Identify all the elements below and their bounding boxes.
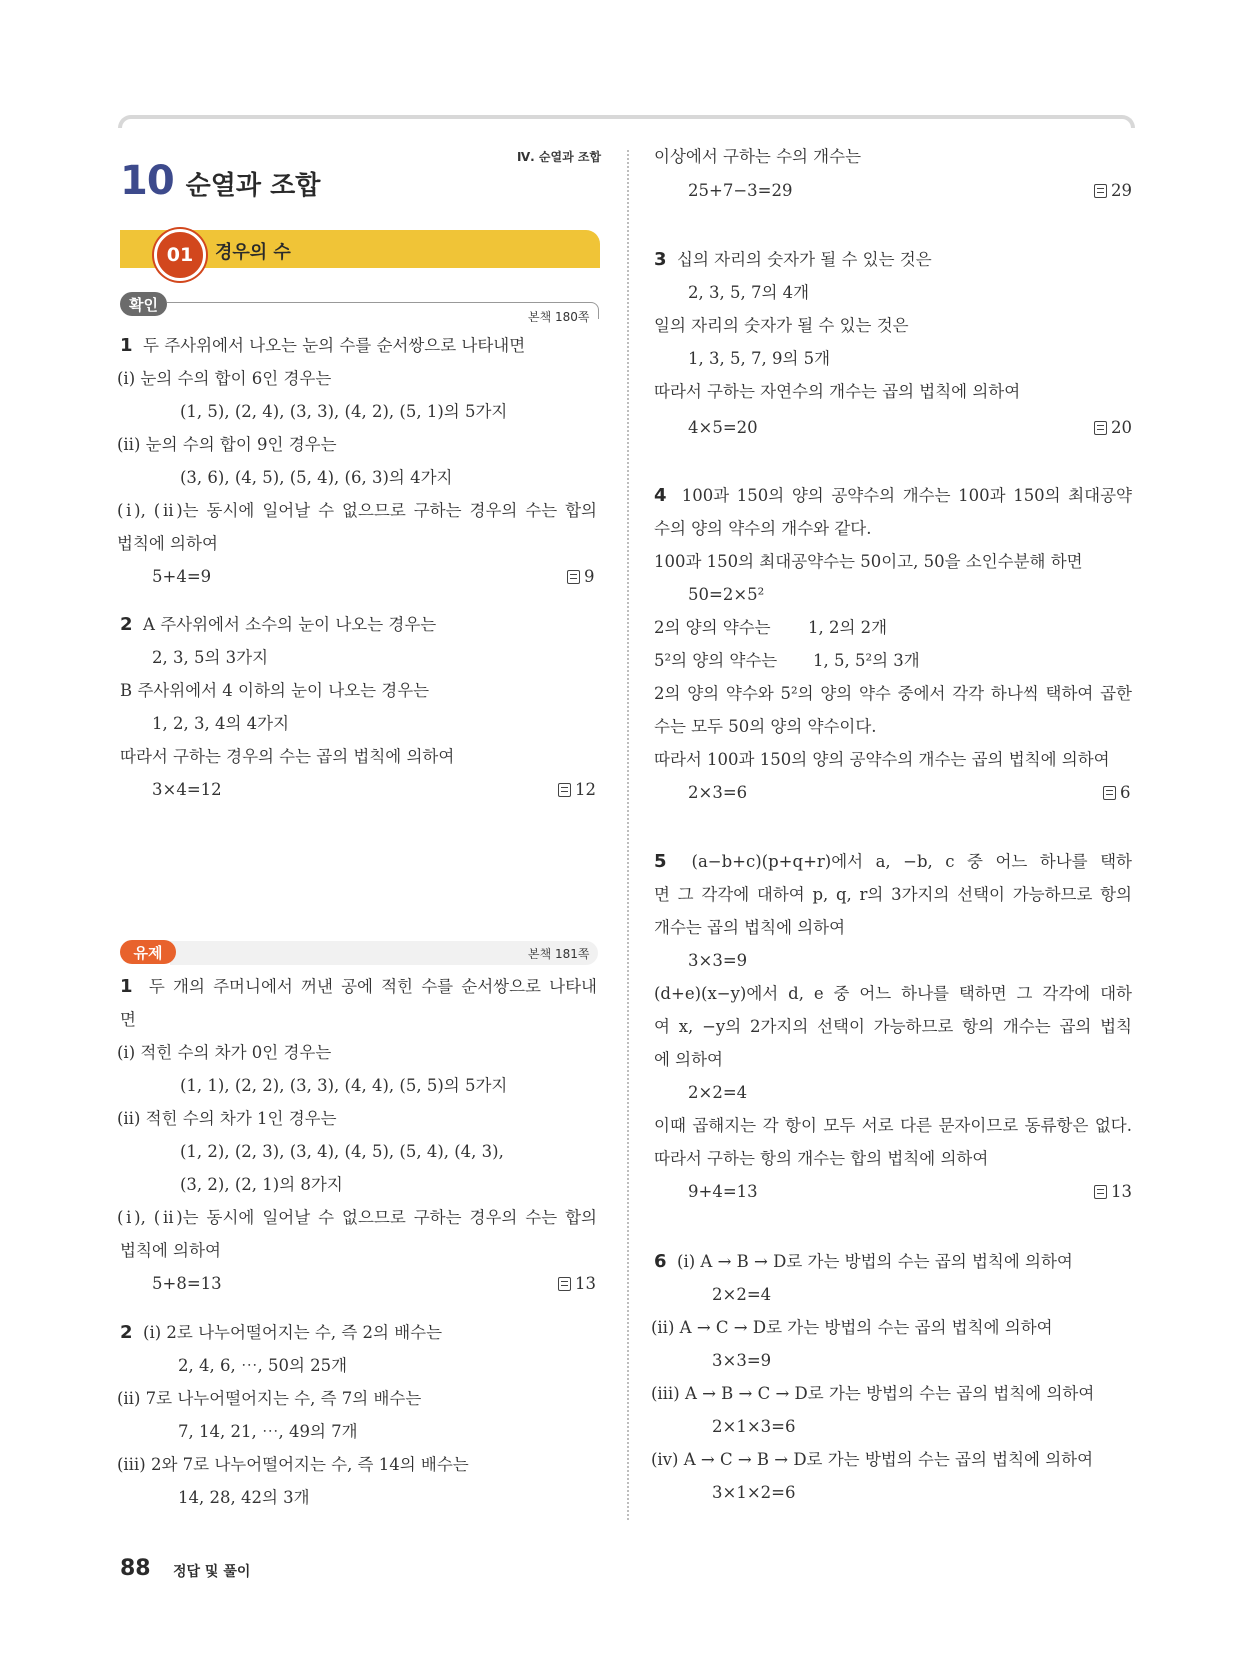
text-line: 2, 3, 5의 3가지 — [152, 648, 269, 667]
yuje-page-ref: 본책 181쪽 — [528, 947, 590, 961]
answer-value: 6 — [1120, 783, 1131, 802]
equation: 9+4=13 — [688, 1182, 758, 1201]
answer-marker — [1094, 180, 1132, 202]
answer-marker — [1103, 782, 1131, 804]
text-line: 14, 28, 42의 3개 — [178, 1488, 310, 1507]
answer-marker — [1094, 417, 1132, 439]
page-number: 88 — [120, 1556, 151, 1581]
text-line: (3, 6), (4, 5), (5, 4), (6, 3)의 4가지 — [180, 468, 453, 487]
text-line: 따라서 구하는 경우의 수는 곱의 법칙에 의하여 — [120, 747, 455, 766]
text-line: 에 의하여 — [654, 1050, 724, 1069]
chapter-heading — [120, 158, 320, 206]
section-title: 경우의 수 — [215, 242, 291, 263]
footer-label: 정답 및 풀이 — [173, 1564, 251, 1580]
text-line: (ⅱ) 적힌 수의 차가 1인 경우는 — [117, 1109, 337, 1128]
equation: 50=2×5² — [688, 585, 765, 604]
problem-line: 1 두 개의 주머니에서 꺼낸 공에 적힌 수를 순서쌍으로 나타내 — [120, 976, 597, 997]
text-line: 면 그 각각에 대하여 p, q, r의 3가지의 선택이 가능하므로 항의 — [654, 885, 1132, 904]
text-line: 1, 5, 5²의 3개 — [813, 651, 920, 670]
problem-number: 2 — [120, 1322, 133, 1343]
answer-icon — [1103, 786, 1116, 800]
text-line: 법칙에 의하여 — [117, 534, 218, 553]
answer-icon — [1094, 1185, 1107, 1199]
equation: 2×2=4 — [688, 1083, 748, 1102]
problem-line: 4 100과 150의 양의 공약수의 개수는 100과 150의 최대공약 — [654, 485, 1132, 506]
answer-marker — [567, 566, 595, 588]
text-line: (ⅰ), (ⅱ)는 동시에 일어날 수 없으므로 구하는 경우의 수는 합의 — [117, 501, 597, 520]
text-line: 1, 2, 3, 4의 4가지 — [152, 714, 290, 733]
problem-line: 3 십의 자리의 숫자가 될 수 있는 것은 — [654, 249, 932, 270]
text-line: B 주사위에서 4 이하의 눈이 나오는 경우는 — [120, 681, 430, 700]
text-line: 법칙에 의하여 — [120, 1241, 221, 1260]
problem-number: 1 — [120, 335, 133, 356]
answer-icon — [1094, 421, 1107, 435]
text-line: 2, 4, 6, ⋯, 50의 25개 — [178, 1356, 348, 1375]
equation: 2×2=4 — [712, 1285, 772, 1304]
check-page-ref: 본책 180쪽 — [528, 310, 590, 324]
equation: 3×1×2=6 — [712, 1483, 796, 1502]
equation: 3×3=9 — [712, 1351, 772, 1370]
equation: 4×5=20 — [688, 418, 758, 437]
text-line: (ⅰ) 눈의 수의 합이 6인 경우는 — [117, 369, 332, 388]
text-line: 개수는 곱의 법칙에 의하여 — [654, 918, 846, 937]
problem-line: 1 두 주사위에서 나오는 눈의 수를 순서쌍으로 나타내면 — [120, 335, 526, 356]
problem-number: 4 — [654, 485, 667, 506]
text-line: (ⅱ) A → C → D로 가는 방법의 수는 곱의 법칙에 의하여 — [651, 1318, 1053, 1337]
equation: 25+7−3=29 — [688, 181, 793, 200]
text-line: 따라서 100과 150의 양의 공약수의 개수는 곱의 법칙에 의하여 — [654, 750, 1110, 769]
text-line: 1, 2의 2개 — [808, 618, 888, 637]
equation: 2×3=6 — [688, 783, 748, 802]
text-line: 수의 양의 약수의 개수와 같다. — [654, 519, 872, 538]
problem-number: 1 — [120, 976, 133, 997]
section-number-badge: 01 — [154, 229, 206, 281]
answer-value: 29 — [1111, 181, 1132, 200]
text-line: (1, 2), (2, 3), (3, 4), (4, 5), (5, 4), (4, 3), — [180, 1142, 504, 1161]
text-line: (d+e)(x−y)에서 d, e 중 어느 하나를 택하면 그 각각에 대하 — [654, 984, 1132, 1003]
text-line: 수는 모두 50의 양의 약수이다. — [654, 717, 877, 736]
text-line: 면 — [120, 1010, 136, 1029]
text-line: 일의 자리의 숫자가 될 수 있는 것은 — [654, 316, 909, 335]
text-line: 2의 양의 약수는 — [654, 618, 771, 637]
column-divider — [627, 150, 629, 1520]
problem-line: 5 (a−b+c)(p+q+r)에서 a, −b, c 중 어느 하나를 택하 — [654, 851, 1132, 872]
problem-number: 3 — [654, 249, 667, 270]
answer-marker — [558, 1273, 596, 1295]
text-line: 이상에서 구하는 수의 개수는 — [654, 147, 862, 166]
chapter-number: 10 — [120, 158, 174, 204]
text-line: 이때 곱해지는 각 항이 모두 서로 다른 문자이므로 동류항은 없다. — [654, 1116, 1132, 1135]
text-line: (3, 2), (2, 1)의 8가지 — [180, 1175, 343, 1194]
text-line: (ⅱ) 눈의 수의 합이 9인 경우는 — [117, 435, 337, 454]
text-line: (1, 1), (2, 2), (3, 3), (4, 4), (5, 5)의 5가지 — [180, 1076, 508, 1095]
text-line: 2의 양의 약수와 5²의 양의 약수 중에서 각각 하나씩 택하여 곱한 — [654, 684, 1132, 703]
answer-value: 20 — [1111, 418, 1132, 437]
answer-value: 13 — [1111, 1182, 1132, 1201]
text-line: 여 x, −y의 2가지의 선택이 가능하므로 항의 개수는 곱의 법칙 — [654, 1017, 1132, 1036]
yuje-label: 유제 — [120, 940, 176, 964]
answer-marker — [558, 779, 596, 801]
problem-line: 6 (ⅰ) A → B → D로 가는 방법의 수는 곱의 법칙에 의하여 — [654, 1251, 1073, 1272]
answer-value: 9 — [584, 567, 595, 586]
answer-value: 13 — [575, 1274, 596, 1293]
text-line: 100과 150의 최대공약수는 50이고, 50을 소인수분해 하면 — [654, 552, 1083, 571]
text-line: 2, 3, 5, 7의 4개 — [688, 283, 810, 302]
problem-number: 2 — [120, 614, 133, 635]
answer-icon — [567, 570, 580, 584]
text-line: (ⅰ) 적힌 수의 차가 0인 경우는 — [117, 1043, 332, 1062]
text-line: 따라서 구하는 자연수의 개수는 곱의 법칙에 의하여 — [654, 382, 1021, 401]
text-line: 1, 3, 5, 7, 9의 5개 — [688, 349, 831, 368]
equation: 2×1×3=6 — [712, 1417, 796, 1436]
unit-tag: Ⅳ. 순열과 조합 — [517, 150, 602, 164]
text-line: 5²의 양의 약수는 — [654, 651, 778, 670]
problem-line: 2 A 주사위에서 소수의 눈이 나오는 경우는 — [120, 614, 437, 635]
answer-value: 12 — [575, 780, 596, 799]
answer-icon — [1094, 184, 1107, 198]
text-line: (ⅱ) 7로 나누어떨어지는 수, 즉 7의 배수는 — [117, 1389, 422, 1408]
text-line: (ⅰ), (ⅱ)는 동시에 일어날 수 없으므로 구하는 경우의 수는 합의 — [117, 1208, 597, 1227]
answer-marker — [1094, 1181, 1132, 1203]
text-line: 따라서 구하는 항의 개수는 합의 법칙에 의하여 — [654, 1149, 989, 1168]
problem-number: 5 — [654, 851, 667, 872]
equation: 3×4=12 — [152, 780, 222, 799]
answer-icon — [558, 783, 571, 797]
answer-icon — [558, 1277, 571, 1291]
check-label: 확인 — [120, 292, 167, 316]
problem-line: 2 (ⅰ) 2로 나누어떨어지는 수, 즉 2의 배수는 — [120, 1322, 443, 1343]
text-line: (ⅲ) 2와 7로 나누어떨어지는 수, 즉 14의 배수는 — [117, 1455, 469, 1474]
text-line: (ⅳ) A → C → B → D로 가는 방법의 수는 곱의 법칙에 의하여 — [651, 1450, 1094, 1469]
equation: 3×3=9 — [688, 951, 748, 970]
text-line: 7, 14, 21, ⋯, 49의 7개 — [178, 1422, 358, 1441]
equation: 5+4=9 — [152, 567, 212, 586]
page-top-border — [118, 115, 1135, 128]
text-line: (1, 5), (2, 4), (3, 3), (4, 2), (5, 1)의 5가지 — [180, 402, 508, 421]
problem-number: 6 — [654, 1251, 667, 1272]
text-line: (ⅲ) A → B → C → D로 가는 방법의 수는 곱의 법칙에 의하여 — [651, 1384, 1095, 1403]
chapter-title: 순열과 조합 — [185, 171, 321, 201]
equation: 5+8=13 — [152, 1274, 222, 1293]
